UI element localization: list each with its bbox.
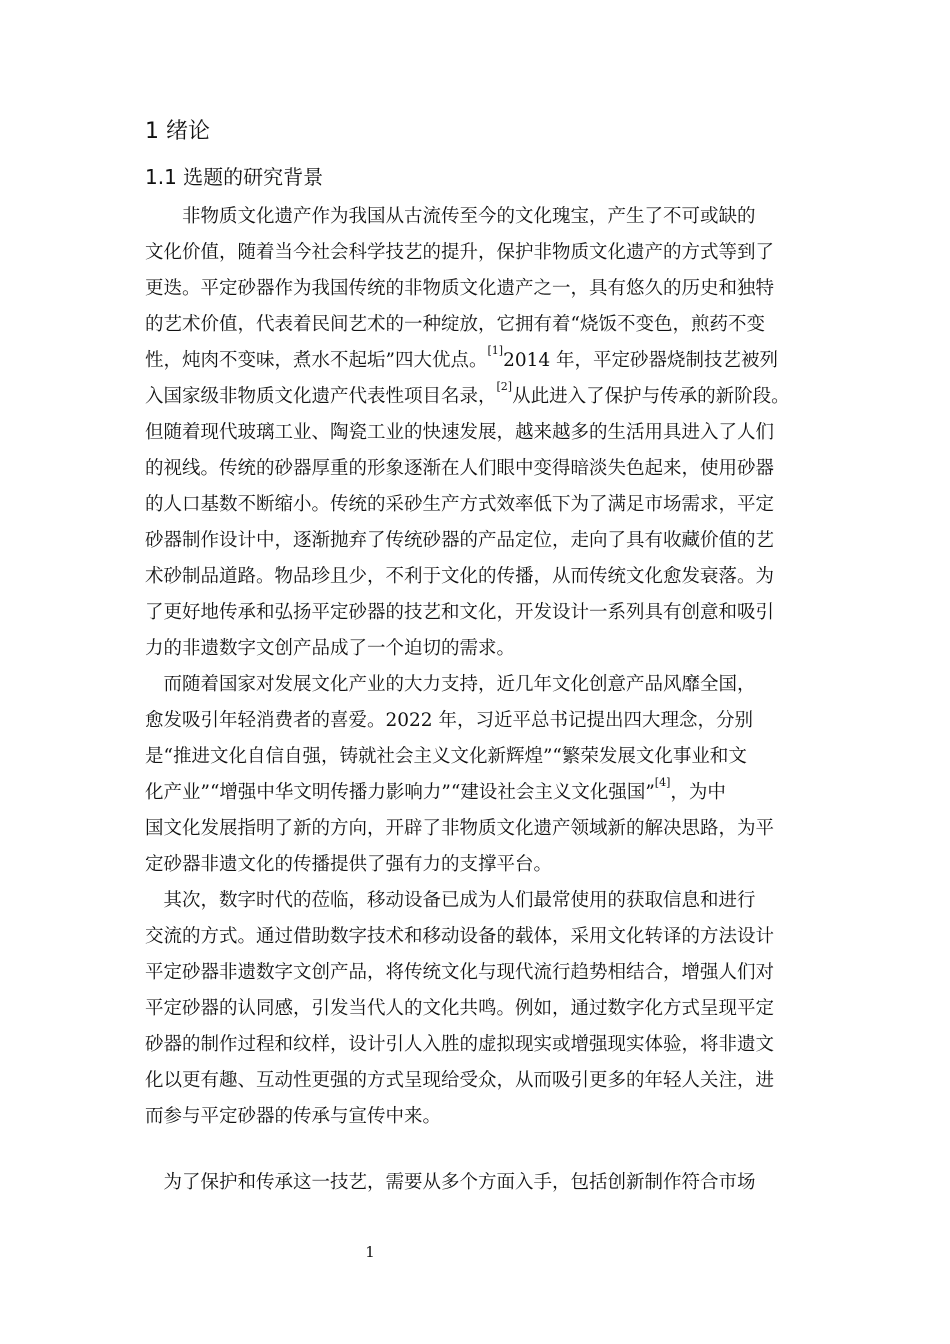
text-line xyxy=(145,382,790,412)
text-line: 的视线。传统的砂器厚重的形象逐渐在人们眼中变得暗淡失色起来，使用砂器 xyxy=(145,458,775,479)
text-line: 更迭。平定砂器作为我国传统的非物质文化遗产之一，具有悠久的历史和独特 xyxy=(145,278,775,299)
citation-ref: [4] xyxy=(654,776,671,789)
text-line: 砂器的制作过程和纹样，设计引人入胜的虚拟现实或增强现实体验，将非遗文 xyxy=(145,1034,775,1055)
text-line: 平定砂器非遗数字文创产品，将传统文化与现代流行趋势相结合，增强人们对 xyxy=(145,962,775,983)
text-line xyxy=(145,346,778,376)
text-line: 化以更有趣、互动性更强的方式呈现给受众，从而吸引更多的年轻人关注，进 xyxy=(145,1070,775,1091)
text-line xyxy=(145,778,726,808)
text-line: 术砂制品道路。物品珍且少，不利于文化的传播，从而传统文化愈发衰落。为 xyxy=(145,566,775,587)
line-segment: 性，炖肉不变味，煮水不起垢”四大优点。 xyxy=(145,350,488,371)
text-line: 文化价值，随着当今社会科学技艺的提升，保护非物质文化遗产的方式等到了 xyxy=(145,242,775,263)
text-line: 交流的方式。通过借助数字技术和移动设备的载体，采用文化转译的方法设计 xyxy=(145,926,775,947)
line-segment: 从此进入了保护与传承的新阶段。 xyxy=(512,386,790,407)
text-line: 而随着国家对发展文化产业的大力支持，近几年文化创意产品风靡全国， xyxy=(145,674,756,695)
citation-ref: [2] xyxy=(496,380,513,393)
line-segment: 化产业”“增强中华文明传播力影响力”“建设社会主义文化强国” xyxy=(145,782,655,803)
text-line: 砂器制作设计中，逐渐抛弃了传统砂器的产品定位，走向了具有收藏价值的艺 xyxy=(145,530,775,551)
text-line: 力的非遗数字文创产品成了一个迫切的需求。 xyxy=(145,638,516,659)
line-segment: ，为中 xyxy=(670,782,726,803)
text-line: 平定砂器的认同感，引发当代人的文化共鸣。例如，通过数字化方式呈现平定 xyxy=(145,998,775,1019)
text-line: 但随着现代玻璃工业、陶瓷工业的快速发展，越来越多的生活用具进入了人们 xyxy=(145,422,775,443)
text-line: 定砂器非遗文化的传播提供了强有力的支撑平台。 xyxy=(145,854,553,875)
text-line: 其次，数字时代的莅临，移动设备已成为人们最常使用的获取信息和进行 xyxy=(145,890,756,911)
text-line: 国文化发展指明了新的方向，开辟了非物质文化遗产领域新的解决思路，为平 xyxy=(145,818,775,839)
section-heading: 1.1 选题的研究背景 xyxy=(145,165,324,189)
text-line: 非物质文化遗产作为我国从古流传至今的文化瑰宝，产生了不可或缺的 xyxy=(145,206,756,227)
text-line: 为了保护和传承这一技艺，需要从多个方面入手，包括创新制作符合市场 xyxy=(145,1172,756,1193)
line-segment: 2014 年，平定砂器烧制技艺被列 xyxy=(503,350,779,371)
citation-ref: [1] xyxy=(487,344,504,357)
text-line: 的人口基数不断缩小。传统的采砂生产方式效率低下为了满足市场需求，平定 xyxy=(145,494,775,515)
text-line: 是“推进文化自信自强，铸就社会主义文化新辉煌”“繁荣发展文化事业和文 xyxy=(145,746,747,767)
text-line: 了更好地传承和弘扬平定砂器的技艺和文化，开发设计一系列具有创意和吸引 xyxy=(145,602,775,623)
line-segment: 入国家级非物质文化遗产代表性项目名录， xyxy=(145,386,497,407)
chapter-heading: 1 绪论 xyxy=(145,119,210,144)
page-number: 1 xyxy=(365,1243,375,1261)
text-line: 愈发吸引年轻消费者的喜爱。2022 年，习近平总书记提出四大理念，分别 xyxy=(145,710,753,731)
text-line: 而参与平定砂器的传承与宣传中来。 xyxy=(145,1106,442,1127)
text-line: 的艺术价值，代表着民间艺术的一种绽放，它拥有着“烧饭不变色，煎药不变 xyxy=(145,314,765,335)
